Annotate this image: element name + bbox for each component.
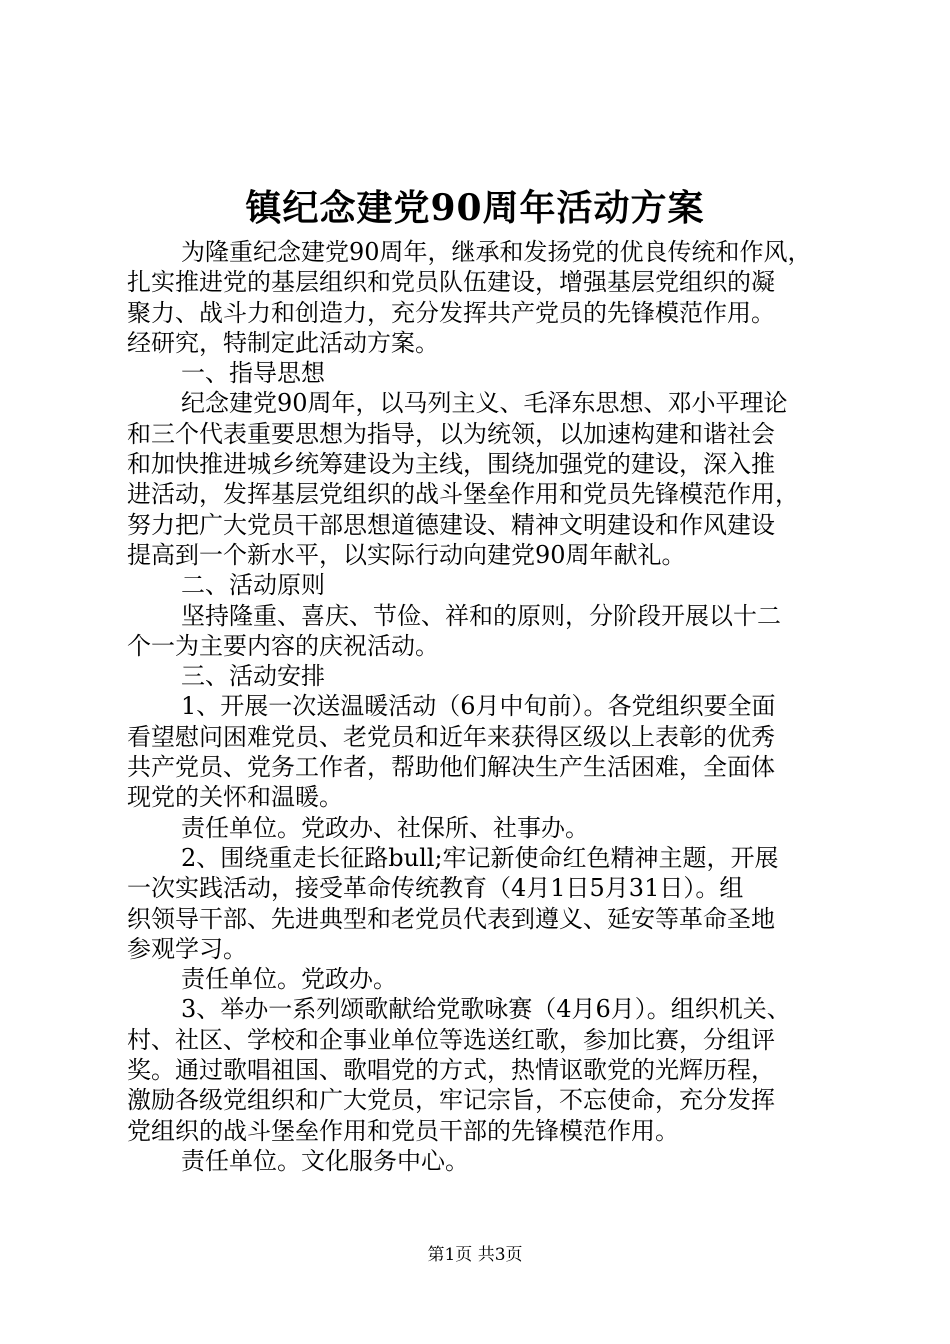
text-line: 2、围绕重走长征路bull;牢记新使命红色精神主题，开展: [181, 843, 779, 872]
text-line: 提高到一个新水平，以实际行动向建党90周年献礼。: [127, 540, 686, 569]
text-line: 责任单位。党政办、社保所、社事办。: [181, 813, 589, 842]
text-line: 1、开展一次送温暖活动（6月中旬前）。各党组织要全面: [181, 692, 776, 721]
text-line: 一次实践活动，接受革命传统教育（4月1日5月31日）。组: [127, 874, 744, 903]
document-body: [127, 237, 847, 1176]
text-line: 参观学习。: [127, 934, 247, 963]
text-line: 责任单位。党政办。: [181, 965, 397, 994]
document-title: 镇纪念建党90周年活动方案: [245, 187, 705, 229]
text-line: 进活动，发挥基层党组织的战斗堡垒作用和党员先锋模范作用，: [127, 480, 799, 509]
text-line: 个一为主要内容的庆祝活动。: [127, 631, 439, 660]
text-line: 和加快推进城乡统筹建设为主线，围绕加强党的建设，深入推: [127, 450, 775, 479]
text-line: 党组织的战斗堡垒作用和党员干部的先锋模范作用。: [127, 1116, 679, 1145]
text-line: 三、活动安排: [181, 662, 325, 691]
text-line: 村、社区、学校和企事业单位等选送红歌，参加比赛，分组评: [127, 1025, 775, 1054]
text-line: 奖。通过歌唱祖国、歌唱党的方式，热情讴歌党的光辉历程，: [127, 1056, 775, 1085]
text-line: 3、举办一系列颂歌献给党歌咏赛（4月6月）。组织机关、: [181, 995, 791, 1024]
text-line: 现党的关怀和温暖。: [127, 783, 343, 812]
text-line: 扎实推进党的基层组织和党员队伍建设，增强基层党组织的凝: [127, 268, 775, 297]
text-line: 看望慰问困难党员、老党员和近年来获得区级以上表彰的优秀: [127, 722, 775, 751]
text-line: 努力把广大党员干部思想道德建设、精神文明建设和作风建设: [127, 510, 775, 539]
text-line: 织领导干部、先进典型和老党员代表到遵义、延安等革命圣地: [127, 904, 775, 933]
text-line: 聚力、战斗力和创造力，充分发挥共产党员的先锋模范作用。: [127, 298, 775, 327]
text-line: 纪念建党90周年，以马列主义、毛泽东思想、邓小平理论: [181, 389, 788, 418]
text-line: 激励各级党组织和广大党员，牢记宗旨，不忘使命，充分发挥: [127, 1086, 775, 1115]
text-line: 共产党员、党务工作者，帮助他们解决生产生活困难，全面体: [127, 753, 775, 782]
text-line: 为隆重纪念建党90周年，继承和发扬党的优良传统和作风，: [181, 238, 812, 266]
text-line: 二、活动原则: [181, 571, 325, 600]
text-line: 经研究，特制定此活动方案。: [127, 328, 439, 357]
text-line: 一、指导思想: [181, 359, 325, 388]
text-line: 坚持隆重、喜庆、节俭、祥和的原则，分阶段开展以十二: [181, 601, 781, 630]
text-line: 和三个代表重要思想为指导，以为统领，以加速构建和谐社会: [127, 419, 775, 448]
page-footer: 第1页 共3页: [427, 1245, 523, 1265]
text-line: 责任单位。文化服务中心。: [181, 1146, 469, 1175]
